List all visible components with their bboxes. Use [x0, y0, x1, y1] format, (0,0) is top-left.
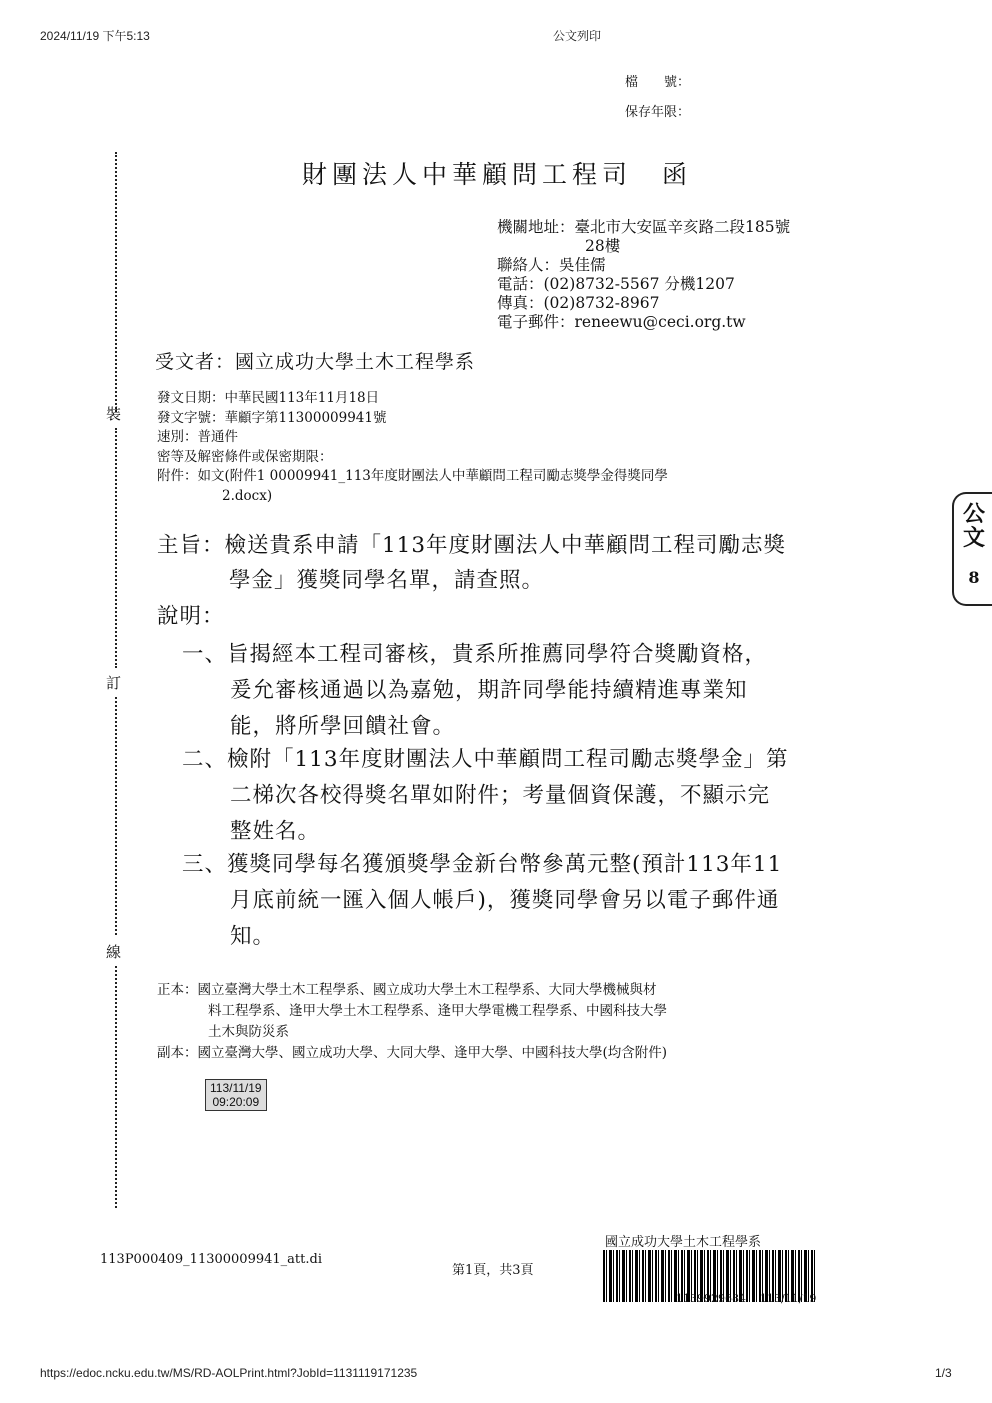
contact-email: 電子郵件：reneewu@ceci.org.tw	[497, 313, 746, 331]
binding-line-low	[115, 697, 117, 935]
binding-mark-zhuang: 裝	[106, 405, 122, 423]
issue-date: 發文日期：中華民國113年11月18日	[157, 390, 380, 406]
contact-address: 機關地址：臺北市大安區辛亥路二段185號	[497, 218, 791, 236]
item-3-line-1: 三、獲獎同學每名獲頒獎學金新台幣參萬元整(預計113年11	[182, 852, 783, 877]
item-3-line-3: 知。	[230, 924, 276, 949]
item-1-line-3: 能，將所學回饋社會。	[230, 714, 456, 739]
item-3-line-2: 月底前統一匯入個人帳戶)，獲獎同學會另以電子郵件通	[230, 888, 780, 913]
meta-block	[157, 389, 668, 506]
footer-page-info: 第1頁，共3頁	[452, 1263, 534, 1278]
stamp-time: 09:20:09	[212, 1095, 260, 1109]
barcode-date: 113/11/19	[760, 1292, 817, 1305]
binding-line-mid	[115, 428, 117, 668]
print-datetime: 2024/11/19 下午5:13	[40, 29, 150, 43]
stamp-date: 113/11/19	[210, 1081, 262, 1095]
original-recipients-cont-2: 土木與防災系	[208, 1024, 289, 1040]
delivery-speed: 速別：普通件	[157, 429, 238, 445]
item-2-line-1: 二、檢附「113年度財團法人中華顧問工程司勵志獎學金」第	[182, 747, 789, 772]
explanation-item-3	[182, 847, 782, 955]
side-seal-number: 8	[968, 568, 980, 587]
retention-label: 保存年限：	[625, 105, 691, 120]
attachment-cont: 2.docx)	[222, 487, 273, 504]
subject-block	[157, 528, 786, 598]
attachment: 附件：如文(附件1 00009941_113年度財團法人中華顧問工程司勵志獎學金得獎同學	[157, 468, 668, 484]
contact-phone: 電話：(02)8732-5567 分機1207	[497, 275, 735, 293]
electronic-timestamp-stamp	[205, 1079, 267, 1111]
binding-line-bottom	[115, 966, 117, 1208]
contact-address-cont: 28樓	[585, 237, 621, 255]
footer-file-name: 113P000409_11300009941_att.di	[100, 1252, 322, 1267]
distribution-block	[157, 980, 667, 1064]
print-page-title: 公文列印	[553, 29, 602, 43]
contact-fax: 傳真：(02)8732-8967	[497, 294, 660, 312]
barcode-number: 1139929684	[676, 1292, 746, 1305]
footer-receiver-dept: 國立成功大學土木工程學系	[605, 1235, 762, 1250]
explanation-label: 說明：	[157, 604, 225, 629]
file-number-label: 檔 號：	[625, 75, 691, 90]
doc-number: 發文字號：華顧字第11300009941號	[157, 409, 387, 426]
copy-recipients: 副本：國立臺灣大學、國立成功大學、大同大學、逢甲大學、中國科技大學(均含附件)	[157, 1045, 668, 1061]
contact-block	[497, 218, 790, 332]
original-recipients-cont: 料工程學系、逢甲大學土木工程學系、逢甲大學電機工程學系、中國科技大學	[208, 1003, 667, 1019]
document-title: 財團法人中華顧問工程司 函	[302, 160, 693, 189]
binding-line-top	[115, 152, 117, 412]
explanation-item-2	[182, 742, 789, 850]
item-1-line-1: 一、旨揭經本工程司審核，貴系所推薦同學符合獎勵資格，	[182, 642, 768, 667]
contact-person: 聯絡人：吳佳儒	[497, 256, 606, 274]
subject-cont: 學金」獲獎同學名單，請查照。	[229, 568, 545, 593]
explanation-item-1	[182, 637, 767, 745]
item-2-line-2: 二梯次各校得獎名單如附件；考量個資保護，不顯示完	[230, 783, 771, 808]
secrecy-level: 密等及解密條件或保密期限：	[157, 448, 333, 465]
recipient: 受文者：國立成功大學土木工程學系	[155, 351, 476, 373]
subject: 主旨：檢送貴系申請「113年度財團法人中華顧問工程司勵志獎	[157, 533, 787, 558]
binding-mark-ding: 訂	[106, 674, 122, 692]
print-url: https://edoc.ncku.edu.tw/MS/RD-AOLPrint.html?JobId=1131119171235	[40, 1366, 418, 1380]
side-seal	[952, 492, 992, 606]
side-seal-text: 公文	[962, 501, 985, 551]
binding-mark-xian: 線	[106, 943, 122, 961]
print-page-count: 1/3	[935, 1366, 952, 1380]
original-recipients: 正本：國立臺灣大學土木工程學系、國立成功大學土木工程學系、大同大學機械與材	[157, 982, 657, 998]
item-1-line-2: 爰允審核通過以為嘉勉，期許同學能持續精進專業知	[230, 678, 748, 703]
item-2-line-3: 整姓名。	[230, 819, 321, 844]
